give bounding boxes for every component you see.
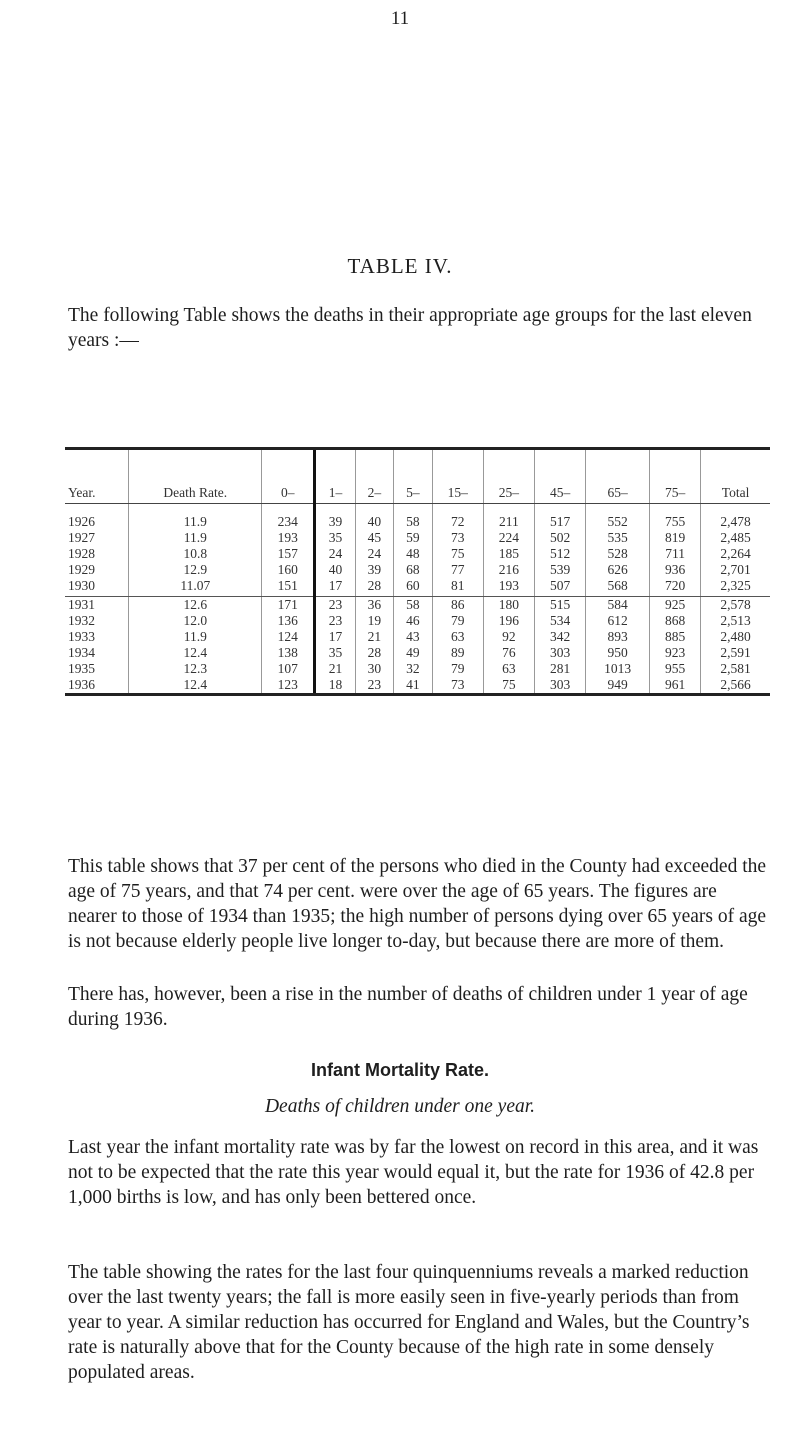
table-cell: 2,591 [701, 645, 770, 661]
table-cell: 32 [394, 661, 433, 677]
table-cell: 77 [432, 562, 483, 578]
table-cell: 180 [483, 597, 534, 614]
table-cell: 107 [262, 661, 315, 677]
table-cell: 81 [432, 578, 483, 597]
table-cell: 136 [262, 613, 315, 629]
table-cell: 17 [315, 629, 355, 645]
table-cell: 1927 [68, 530, 95, 545]
table-cell: 11.07 [129, 578, 262, 597]
table-cell: 73 [432, 677, 483, 695]
table-cell: 923 [650, 645, 701, 661]
table-cell: 12.9 [129, 562, 262, 578]
table-cell: 515 [534, 597, 585, 614]
table-row [65, 530, 770, 546]
table-cell: 59 [394, 530, 433, 546]
table-cell: 720 [650, 578, 701, 597]
table-cell: 1935 [68, 661, 95, 676]
table-cell: 507 [534, 578, 585, 597]
table-cell: 2,578 [701, 597, 770, 614]
table-cell: 30 [355, 661, 394, 677]
table-cell: 1934 [68, 645, 95, 660]
table-cell: 1928 [68, 546, 95, 561]
table-cell: 1931 [68, 597, 95, 612]
table-cell: 612 [586, 613, 650, 629]
table-cell: 950 [586, 645, 650, 661]
table-row [65, 578, 770, 597]
table-cell: 1936 [65, 677, 129, 695]
table-cell: 12.0 [129, 613, 262, 629]
table-cell: 2,485 [701, 530, 770, 546]
column-header: 25– [483, 449, 534, 504]
table-cell: 63 [432, 629, 483, 645]
table-cell: 552 [586, 504, 650, 531]
table-cell: 961 [650, 677, 701, 695]
table-cell: 35 [315, 530, 355, 546]
table-cell: 12.4 [129, 645, 262, 661]
paragraph-4: The table showing the rates for the last four quinquenniums reveals a marked reduction over the last twenty years; the fall is more easily seen in five-yearly periods than from year to year. A similar reduction has occurred for England and Wales, but the Country’s rate is naturally above that for the County because of the high rate in some densely populated areas. [68, 1262, 750, 1383]
table-cell: 75 [432, 546, 483, 562]
table-cell: 124 [262, 629, 315, 645]
table-cell: 35 [315, 645, 355, 661]
table-cell: 925 [650, 597, 701, 614]
table-cell: 72 [432, 504, 483, 531]
table-cell: 2,566 [701, 677, 770, 695]
table-row [65, 629, 770, 645]
table-cell: 303 [534, 645, 585, 661]
column-header: 5– [394, 449, 433, 504]
table-cell: 1932 [68, 613, 95, 628]
table-cell: 342 [534, 629, 585, 645]
table-cell: 28 [355, 578, 394, 597]
table-cell: 24 [355, 546, 394, 562]
table-cell: 86 [432, 597, 483, 614]
column-header: 0– [262, 449, 315, 504]
table-cell: 2,701 [701, 562, 770, 578]
table-cell: 79 [432, 661, 483, 677]
table-cell: 39 [315, 504, 355, 531]
table-cell: 1926 [68, 514, 95, 529]
table-cell: 11.9 [129, 504, 262, 531]
table-row [65, 645, 770, 661]
column-header: Total [701, 449, 770, 504]
table-row [65, 562, 770, 578]
table-cell: 160 [262, 562, 315, 578]
table-cell: 45 [355, 530, 394, 546]
table-cell: 626 [586, 562, 650, 578]
table-cell: 11.9 [129, 530, 262, 546]
table-cell: 1013 [586, 661, 650, 677]
table-cell: 224 [483, 530, 534, 546]
column-header: 75– [650, 449, 701, 504]
deaths-table [65, 447, 770, 696]
table-cell: 28 [355, 645, 394, 661]
paragraph-2: There has, however, been a rise in the number of deaths of children under 1 year of age during 1936. [68, 984, 748, 1030]
table-cell: 23 [355, 677, 394, 695]
table-cell: 534 [534, 613, 585, 629]
table-cell: 12.4 [129, 677, 262, 695]
paragraph-1: This table shows that 37 per cent of the persons who died in the County had exceeded the age of 75 years, and that 74 per cent. were over the age of 65 years. The figures are nearer to those of 1934 than 1935; the high number of persons dying over 65 years of age is not because elderly people live longer to-day, but because there are more of them. [68, 856, 767, 952]
table-cell: 92 [483, 629, 534, 645]
table-cell: 196 [483, 613, 534, 629]
table-cell: 10.8 [129, 546, 262, 562]
table-cell: 123 [262, 677, 315, 695]
table-cell: 23 [315, 613, 355, 629]
column-header: 45– [534, 449, 585, 504]
table-cell: 568 [586, 578, 650, 597]
table-cell: 58 [394, 597, 433, 614]
table-cell: 40 [355, 504, 394, 531]
table-cell: 2,480 [701, 629, 770, 645]
table-cell: 528 [586, 546, 650, 562]
table-cell: 75 [483, 677, 534, 695]
column-header: Year. [65, 449, 129, 504]
table-cell: 1930 [65, 578, 129, 597]
table-row [65, 504, 770, 531]
table-cell: 1929 [68, 562, 95, 577]
column-header: 15– [432, 449, 483, 504]
table-cell: 17 [315, 578, 355, 597]
table-cell: 819 [650, 530, 701, 546]
page-number: 11 [390, 8, 410, 29]
table-cell: 216 [483, 562, 534, 578]
table-row [65, 597, 770, 614]
table-row [65, 677, 770, 695]
table-cell: 234 [262, 504, 315, 531]
table-cell: 2,264 [701, 546, 770, 562]
table-cell: 49 [394, 645, 433, 661]
table-cell: 512 [534, 546, 585, 562]
table-cell: 79 [432, 613, 483, 629]
table-cell: 517 [534, 504, 585, 531]
table-cell: 539 [534, 562, 585, 578]
table-row [65, 613, 770, 629]
table-cell: 1933 [68, 629, 95, 644]
table-cell: 955 [650, 661, 701, 677]
table-row [65, 546, 770, 562]
table-cell: 40 [315, 562, 355, 578]
table-cell: 211 [483, 504, 534, 531]
table-cell: 21 [315, 661, 355, 677]
column-header: 1– [315, 449, 355, 504]
table-cell: 2,513 [701, 613, 770, 629]
table-cell: 755 [650, 504, 701, 531]
table-body [65, 504, 770, 695]
table-cell: 2,478 [701, 504, 770, 531]
table-cell: 171 [262, 597, 315, 614]
table-header-row [65, 449, 770, 504]
intro-paragraph: The following Table shows the deaths in their appropriate age groups for the last eleven years :— [68, 305, 752, 351]
table-cell: 41 [394, 677, 433, 695]
table-cell: 21 [355, 629, 394, 645]
table-cell: 949 [586, 677, 650, 695]
table-cell: 73 [432, 530, 483, 546]
table-cell: 36 [355, 597, 394, 614]
table-cell: 502 [534, 530, 585, 546]
table-cell: 68 [394, 562, 433, 578]
table-cell: 39 [355, 562, 394, 578]
section-heading: Infant Mortality Rate. [310, 1060, 489, 1080]
table-cell: 185 [483, 546, 534, 562]
table-cell: 89 [432, 645, 483, 661]
table-cell: 24 [315, 546, 355, 562]
table-cell: 303 [534, 677, 585, 695]
table-cell: 12.6 [129, 597, 262, 614]
table-cell: 63 [483, 661, 534, 677]
table-cell: 46 [394, 613, 433, 629]
table-cell: 19 [355, 613, 394, 629]
table-cell: 193 [262, 530, 315, 546]
table-cell: 138 [262, 645, 315, 661]
table-cell: 584 [586, 597, 650, 614]
table-cell: 11.9 [129, 629, 262, 645]
table-cell: 281 [534, 661, 585, 677]
table-cell: 2,581 [701, 661, 770, 677]
paragraph-3: Last year the infant mortality rate was by far the lowest on record in this area, and it was not to be expected that the rate this year would equal it, but the rate for 1936 of 42.8 per 1,000 births is low, and has only been bettered once. [68, 1137, 759, 1208]
table-cell: 868 [650, 613, 701, 629]
table-cell: 60 [394, 578, 433, 597]
table-cell: 58 [394, 504, 433, 531]
column-header: 2– [355, 449, 394, 504]
section-subheading: Deaths of children under one year. [264, 1096, 536, 1117]
table-cell: 193 [483, 578, 534, 597]
table-cell: 936 [650, 562, 701, 578]
table-cell: 43 [394, 629, 433, 645]
column-header: Death Rate. [129, 449, 262, 504]
table-cell: 535 [586, 530, 650, 546]
table-title: TABLE IV. [347, 254, 453, 278]
table-row [65, 661, 770, 677]
table-cell: 12.3 [129, 661, 262, 677]
column-header: 65– [586, 449, 650, 504]
table-cell: 2,325 [701, 578, 770, 597]
table-cell: 711 [650, 546, 701, 562]
table-cell: 893 [586, 629, 650, 645]
table-cell: 18 [315, 677, 355, 695]
table-cell: 23 [315, 597, 355, 614]
table-cell: 151 [262, 578, 315, 597]
table-cell: 885 [650, 629, 701, 645]
table-cell: 157 [262, 546, 315, 562]
table-cell: 76 [483, 645, 534, 661]
table-cell: 48 [394, 546, 433, 562]
